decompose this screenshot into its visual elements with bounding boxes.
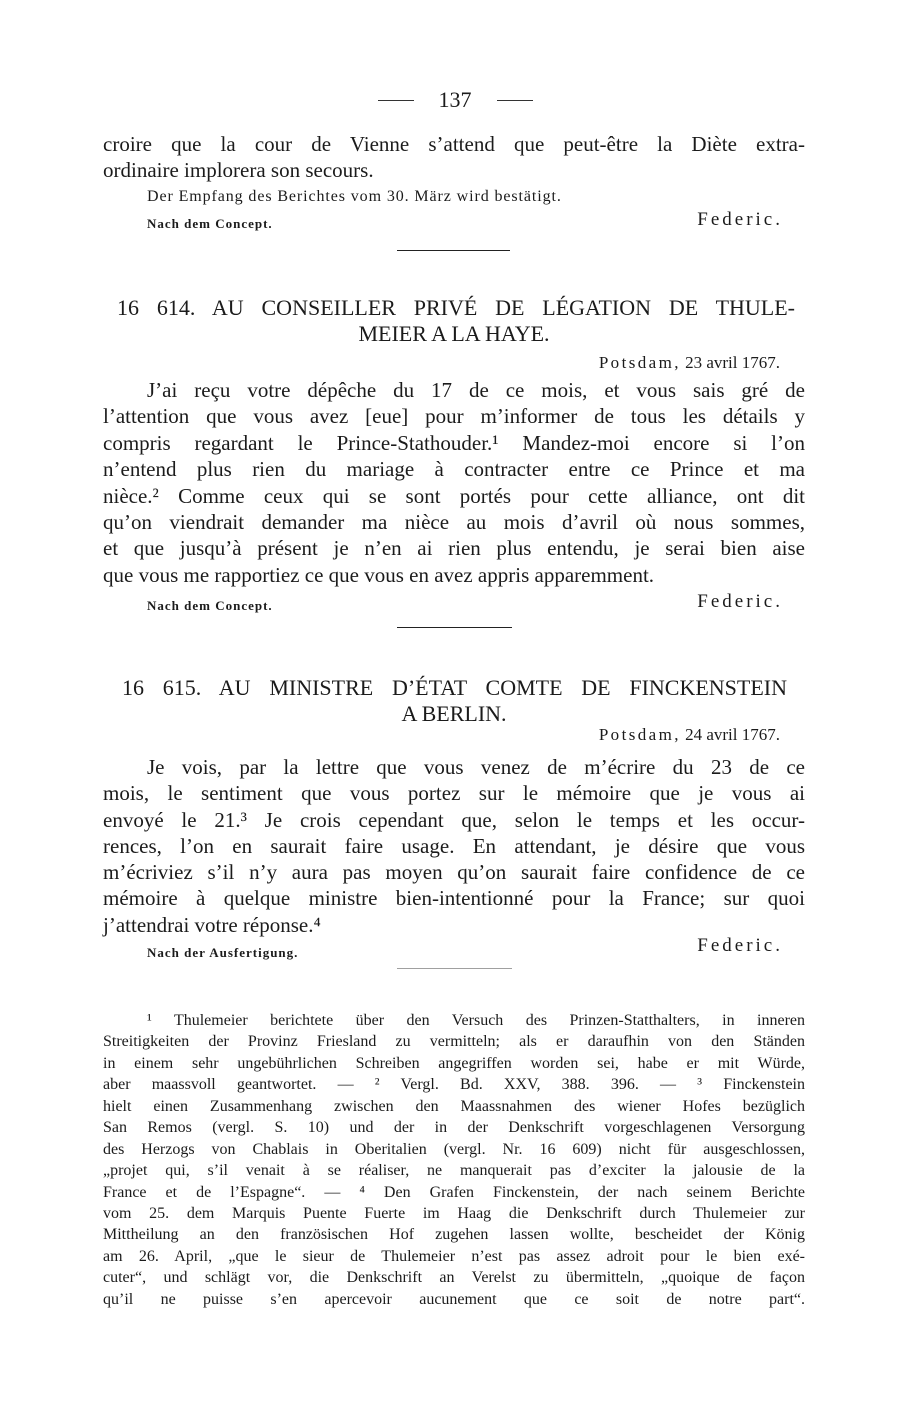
page-number: 137 [438,87,472,112]
footnote-line: des Herzogs von Chablais in Oberitalien (vergl. Nr. 16 609) nicht für ausgeschlossen, [103,1140,805,1158]
footnote-line: Streitigkeiten der Provinz Friesland zu vermitteln; als er daraufhin von den Ständen [103,1033,805,1051]
footnote-line: aber maassvoll geantwortet. — ² Vergl. Bd. XXV, 388. 396. — ³ Finckenstein [103,1076,805,1094]
source-note: Nach dem Concept. [147,216,273,231]
letter-number: 16 615. [122,675,202,700]
letter-body-line: mois, le sentiment que vous portez sur le mémoire que je vous ai [103,781,805,806]
letter-body-line: rences, l’on en saurait faire usage. En attendant, je désire que vous [103,833,805,858]
footnote-line: qu’il ne puisse s’en apercevoir aucunement que ce soit de notre part“. [103,1290,805,1308]
footnote-line: hielt einen Zusammenhang zwischen den Maassnahmen des wiener Hofes bezüglich [103,1097,805,1115]
dateline-date: 23 avril 1767. [685,353,780,372]
footnote-line: France et de l’Espagne“. — ⁴ Den Grafen Finckenstein, der nach seinem Berichte [103,1183,805,1201]
signature: Federic. [697,591,783,612]
letter-body-line: nièce.² Comme ceux qui se sont portés pour cette alliance, ont dit [103,483,805,508]
letter-body-line: n’entend plus rien du mariage à contracter entre ce Prince et ma [103,457,805,482]
letter-heading-line: MEIER A LA HAYE. [358,321,550,346]
signature: Federic. [697,935,783,956]
footnote-line: ¹ Thulemeier berichtete über den Versuch des Prinzen-Statthalters, in inneren [147,1012,805,1029]
letter-heading-line [117,294,795,322]
letter-body-line: envoyé le 21.³ Je crois cependant que, selon le temps et les occur- [103,807,805,832]
letter-body-line: que vous me rapportiez ce que vous en avez appris apparemment. [103,562,655,587]
letter-body-line: qu’on viendrait demander ma nièce au mois d’avril où nous sommes, [103,509,805,534]
letter-body-line: mémoire à quelque ministre bien-intentionné pour la France; sur quoi [103,886,805,911]
letter-body-line: compris regardant le Prince-Stathouder.¹ Mandez-moi encore si l’on [103,430,805,455]
dateline-place: Potsdam, [598,725,681,744]
footnote-line: am 26. April, „que le sieur de Thulemeier n’est pas assez adroit pour le bien exé- [103,1247,805,1265]
letter-body-line: J’ai reçu votre dépêche du 17 de ce mois, et vous sais gré de [147,378,805,402]
footnote-line: San Remos (vergl. S. 10) und der in der Denkschrift vorgeschlagenen Versorgung [103,1119,805,1137]
letter-dateline [480,724,780,746]
source-note: Nach der Ausfertigung. [147,945,299,960]
footnote-line: in einem sehr ungebührlichen Schreiben angegriffen worden sei, habe er mit Würde, [103,1054,805,1072]
section-divider [397,627,512,628]
editorial-note: Der Empfang des Berichtes vom 30. März wird bestätigt. [147,188,562,205]
letter-body [103,754,805,938]
letter-body-line: j’attendrai votre réponse.⁴ [103,912,321,937]
letter-body [103,377,805,588]
dateline-place: Potsdam, [598,353,681,372]
letter-dateline [480,352,780,374]
letter-body-line: m’écriviez s’il n’y aura pas moyen qu’on saurait faire confidence de ce [103,860,805,885]
letter-number: 16 614. [117,295,196,320]
continuation-paragraph [103,131,805,184]
source-note: Nach dem Concept. [147,598,273,613]
footnote-divider [397,968,512,969]
footnote-line: cuter“, und schlägt vor, die Denkschrift an Verelst zu übermitteln, „quoique de façon [103,1269,805,1287]
footnote-line: „projet qui, s’il venait à se réaliser, ne manquerait pas d’exciter la jalousie de la [103,1162,805,1180]
signature: Federic. [697,209,783,230]
letter-heading-text: AU CONSEILLER PRIVÉ DE LÉGATION DE THULE- [211,295,795,320]
letter-body-line: et que jusqu’à présent je n’en ai rien plus entendu, je serai bien aise [103,536,805,561]
dateline-date: 24 avril 1767. [685,725,780,744]
letter-heading-text: AU MINISTRE D’ÉTAT COMTE DE FINCKENSTEIN [218,675,787,700]
letter-heading-line: A BERLIN. [401,701,507,726]
letter-body-line: l’attention que vous avez [eue] pour m’informer de tous les détails y [103,404,805,429]
continuation-line: ordinaire implorera son secours. [103,158,374,183]
continuation-line: croire que la cour de Vienne s’attend que peut-être la Diète extra- [103,132,805,156]
footnotes [103,1010,805,1310]
letter-body-line: Je vois, par la lettre que vous venez de m’écrire du 23 de ce [147,755,805,779]
footnote-line: vom 25. dem Marquis Puente Fuerte im Haag die Denkschrift durch Thulemeier zur [103,1204,805,1222]
letter-heading-line [122,674,787,702]
footnote-line: Mittheilung an den französischen Hof zugehen lassen wollte, bescheidet der König [103,1226,805,1244]
page-number-rule-right [497,100,533,101]
section-divider [397,250,510,251]
